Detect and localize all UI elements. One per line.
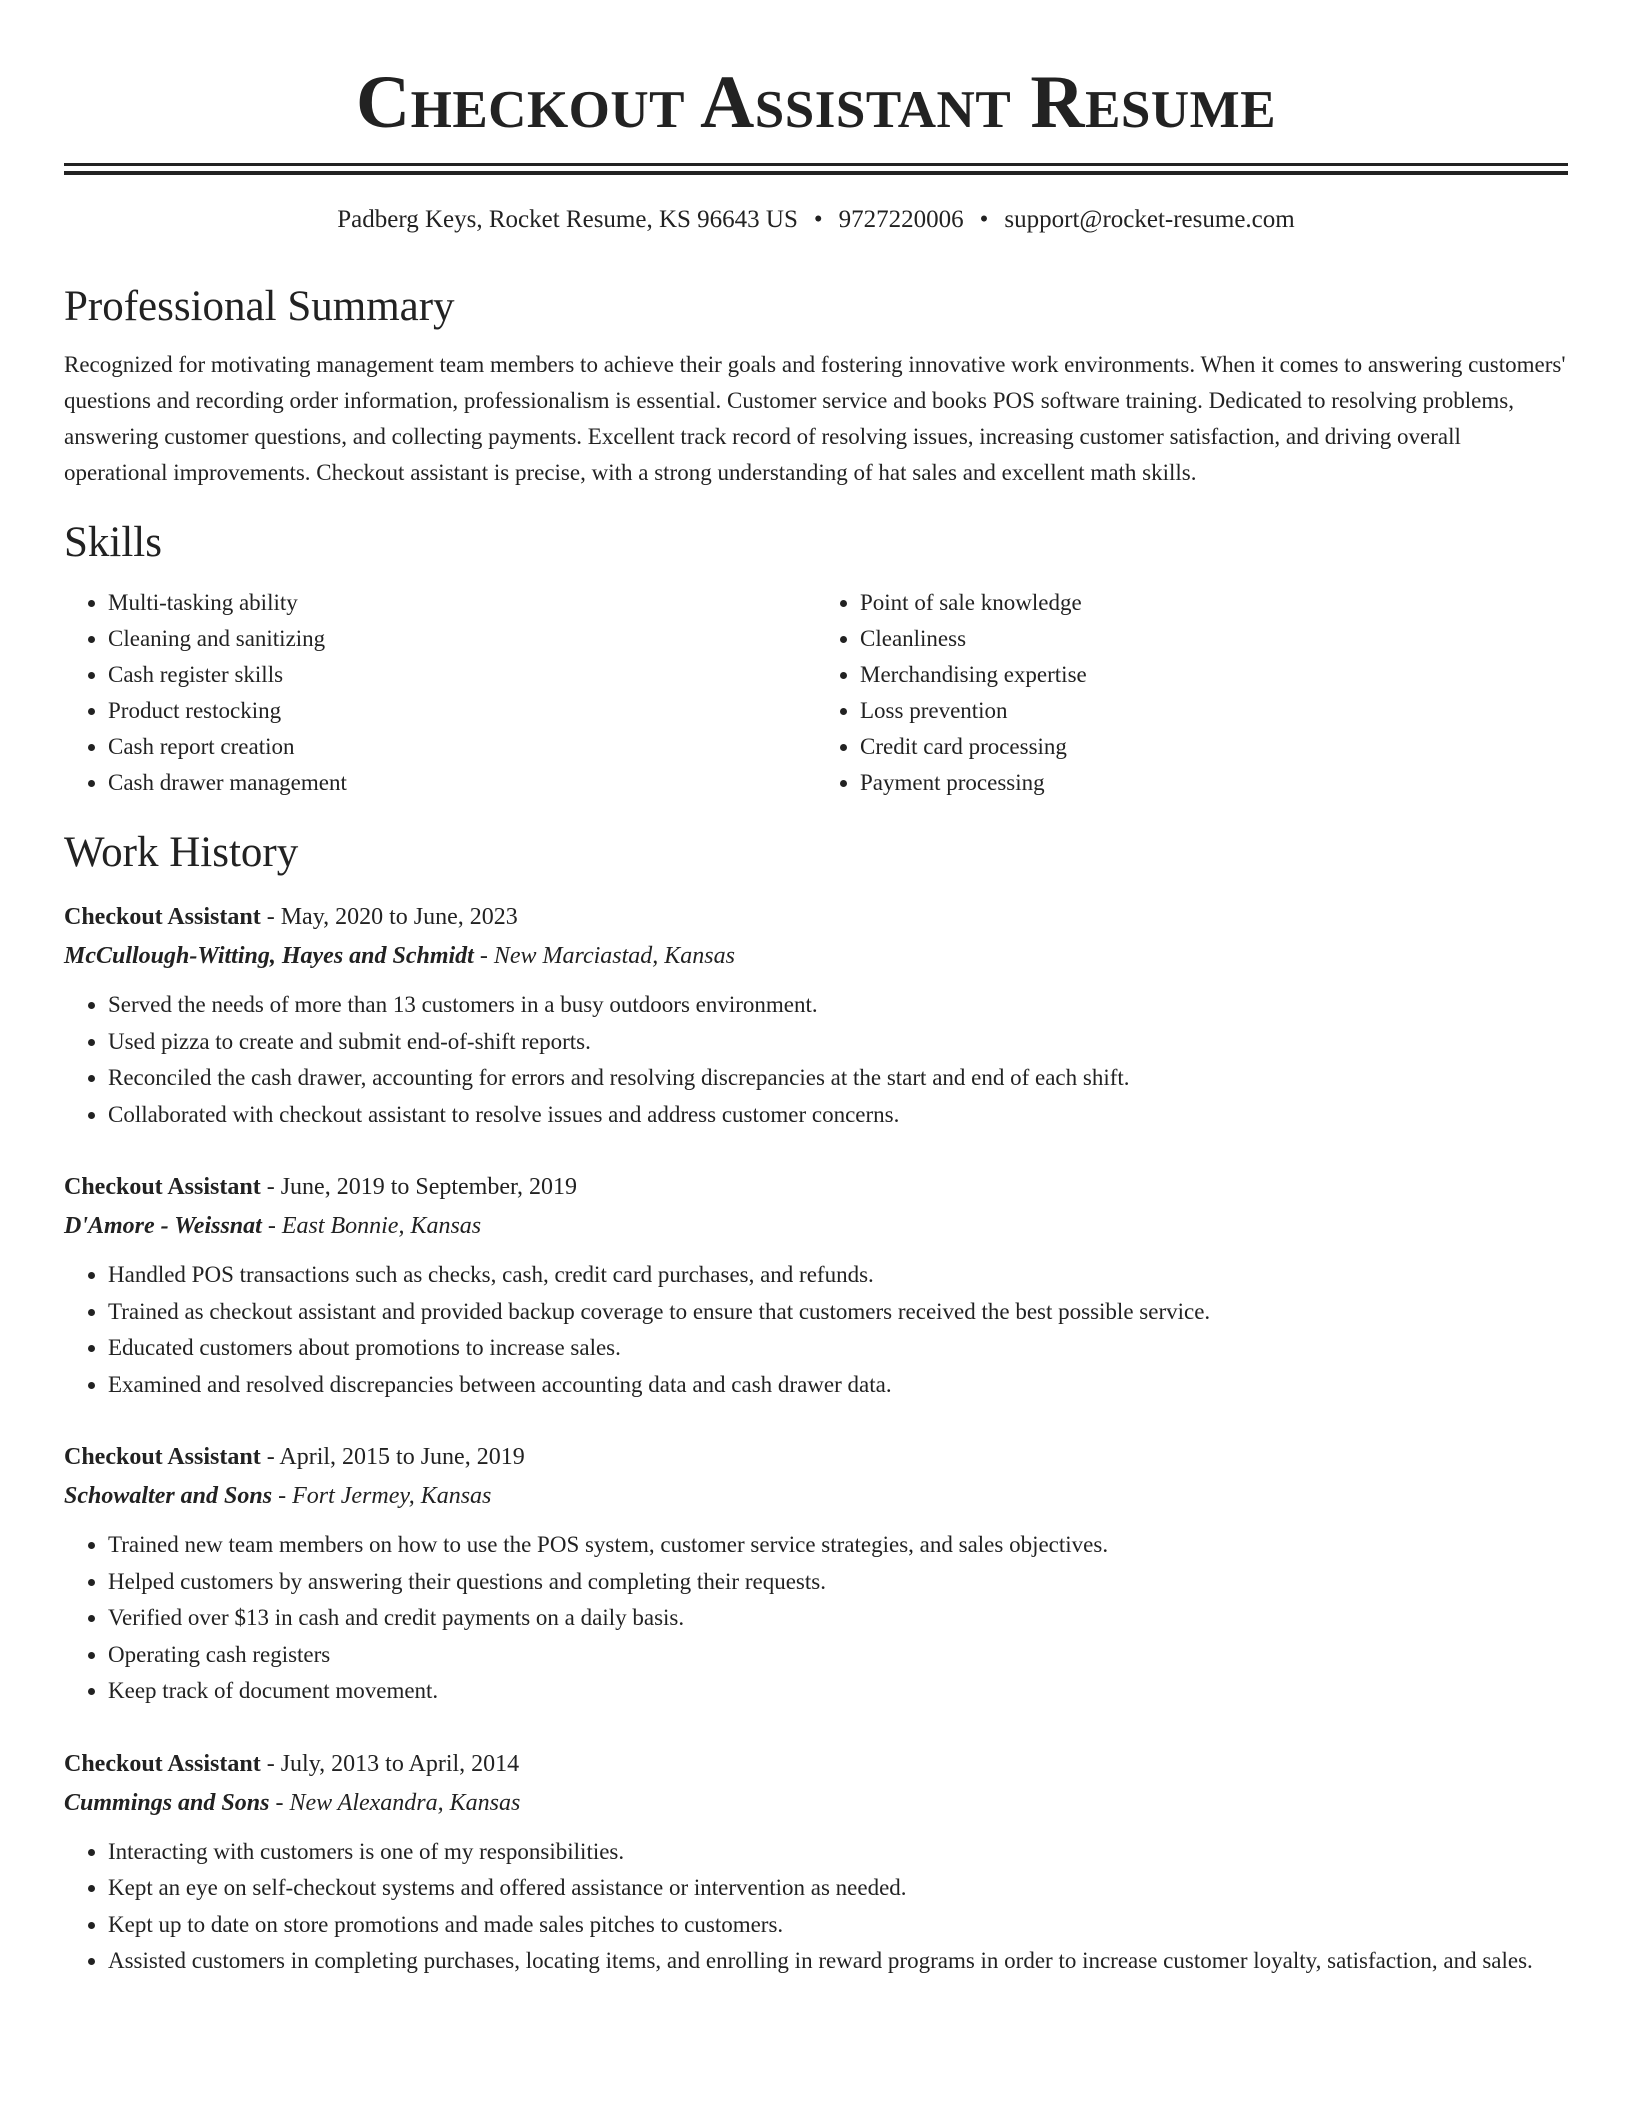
job-bullet: • Operating cash registers	[108, 1637, 1568, 1674]
contact-address: Padberg Keys, Rocket Resume, KS 96643 US	[337, 206, 798, 233]
job-bullet-list	[64, 987, 1568, 1133]
job-title-line: Checkout Assistant - June, 2019 to September, 2019	[64, 1174, 578, 1200]
job-location: New Alexandra, Kansas	[289, 1789, 521, 1816]
job-bullet: • Handled POS transactions such as checks, cash, credit card purchases, and refunds.	[108, 1257, 1568, 1294]
skill-item: • Payment processing	[860, 765, 1568, 801]
job-role: Checkout Assistant	[64, 904, 261, 930]
skills-column-right	[816, 585, 1568, 801]
job-bullet: • Reconciled the cash drawer, accounting for errors and resolving discrepancies at the start and end of each shift.	[108, 1060, 1568, 1097]
job-bullet: • Educated customers about promotions to increase sales.	[108, 1330, 1568, 1367]
contact-email: support@rocket-resume.com	[1004, 206, 1295, 233]
job-title-line: Checkout Assistant - May, 2020 to June, 2023	[64, 904, 518, 930]
skill-item: • Multi-tasking ability	[108, 585, 816, 621]
contact-line	[64, 203, 1568, 237]
job-bullet: • Interacting with customers is one of my responsibilities.	[108, 1834, 1568, 1871]
job-bullet: • Kept up to date on store promotions and made sales pitches to customers.	[108, 1907, 1568, 1944]
summary-text: Recognized for motivating management team members to achieve their goals and fostering innovative work environments. When it comes to answering customers' questions and recording order information, professionalism is essential. Customer service and books POS software training. Dedicated to resolving problems, answering customer questions, and collecting payments. Excellent track record of resolving issues, increasing customer satisfaction, and driving overall operational improvements. Checkout assistant is precise, with a strong understanding of hat sales and excellent math skills.	[64, 352, 1566, 485]
summary-heading: Professional Summary	[64, 283, 455, 330]
skills-column-left	[64, 585, 816, 801]
job-entry	[64, 1437, 1568, 1710]
job-company: McCullough-Witting, Hayes and Schmidt	[64, 943, 474, 969]
skill-item: • Cleanliness	[860, 621, 1568, 657]
skill-item: • Cash drawer management	[108, 765, 816, 801]
job-entry	[64, 897, 1568, 1133]
work-history-heading: Work History	[64, 829, 299, 876]
job-location: New Marciastad, Kansas	[493, 943, 735, 969]
job-dates: April, 2015 to June, 2019	[279, 1444, 525, 1470]
job-company-line: Cummings and Sons - New Alexandra, Kansas	[64, 1789, 521, 1816]
job-entry	[64, 1167, 1568, 1403]
job-entry	[64, 1744, 1568, 1980]
job-company: D'Amore - Weissnat	[64, 1213, 262, 1239]
job-bullet: • Examined and resolved discrepancies between accounting data and cash drawer data.	[108, 1367, 1568, 1404]
skills-grid	[64, 585, 1568, 801]
job-title-line: Checkout Assistant - July, 2013 to April, 2014	[64, 1750, 520, 1777]
job-company: Schowalter and Sons	[64, 1483, 273, 1509]
skill-item: • Cleaning and sanitizing	[108, 621, 816, 657]
skill-item: • Product restocking	[108, 693, 816, 729]
skills-heading: Skills	[64, 519, 162, 566]
job-bullet: • Collaborated with checkout assistant to resolve issues and address customer concerns.	[108, 1097, 1568, 1134]
job-company-line: Schowalter and Sons - Fort Jermey, Kansas	[64, 1483, 492, 1509]
job-location: East Bonnie, Kansas	[281, 1213, 482, 1239]
job-bullet: • Trained as checkout assistant and provided backup coverage to ensure that customers received the best possible service.	[108, 1294, 1568, 1331]
contact-phone: 9727220006	[838, 206, 964, 233]
skill-item: • Merchandising expertise	[860, 657, 1568, 693]
skill-item: • Cash report creation	[108, 729, 816, 765]
contact-separator: •	[979, 206, 989, 233]
job-role: Checkout Assistant	[64, 1444, 261, 1470]
title-rule-top	[64, 163, 1568, 166]
skill-item: • Point of sale knowledge	[860, 585, 1568, 621]
skill-item: • Cash register skills	[108, 657, 816, 693]
job-dates: June, 2019 to September, 2019	[280, 1174, 578, 1200]
job-location: Fort Jermey, Kansas	[292, 1483, 492, 1509]
job-bullet: • Served the needs of more than 13 customers in a busy outdoors environment.	[108, 987, 1568, 1024]
job-company-line: D'Amore - Weissnat - East Bonnie, Kansas	[64, 1213, 482, 1239]
job-bullet-list	[64, 1257, 1568, 1403]
job-bullet: • Assisted customers in completing purchases, locating items, and enrolling in reward programs in order to increase customer loyalty, satisfaction, and sales.	[108, 1943, 1568, 1980]
job-role: Checkout Assistant	[64, 1750, 261, 1777]
job-company-line: McCullough-Witting, Hayes and Schmidt - New Marciastad, Kansas	[64, 943, 735, 969]
job-bullet: • Keep track of document movement.	[108, 1673, 1568, 1710]
job-bullet: • Verified over $13 in cash and credit payments on a daily basis.	[108, 1600, 1568, 1637]
job-bullet: • Helped customers by answering their questions and completing their requests.	[108, 1564, 1568, 1601]
job-bullet: • Trained new team members on how to use the POS system, customer service strategies, and sales objectives.	[108, 1527, 1568, 1564]
skill-item: • Credit card processing	[860, 729, 1568, 765]
resume-title: Checkout Assistant Resume	[355, 61, 1277, 144]
job-role: Checkout Assistant	[64, 1174, 261, 1200]
job-bullet: • Used pizza to create and submit end-of-shift reports.	[108, 1024, 1568, 1061]
job-bullet: • Kept an eye on self-checkout systems and offered assistance or intervention as needed.	[108, 1870, 1568, 1907]
title-rule-bottom	[64, 171, 1568, 175]
job-dates: May, 2020 to June, 2023	[280, 904, 518, 930]
job-bullet-list	[64, 1527, 1568, 1710]
job-title-line: Checkout Assistant - April, 2015 to June, 2019	[64, 1444, 525, 1470]
job-company: Cummings and Sons	[64, 1789, 270, 1816]
job-bullet-list	[64, 1834, 1568, 1980]
job-dates: July, 2013 to April, 2014	[280, 1750, 520, 1777]
contact-separator: •	[813, 206, 823, 233]
skill-item: • Loss prevention	[860, 693, 1568, 729]
